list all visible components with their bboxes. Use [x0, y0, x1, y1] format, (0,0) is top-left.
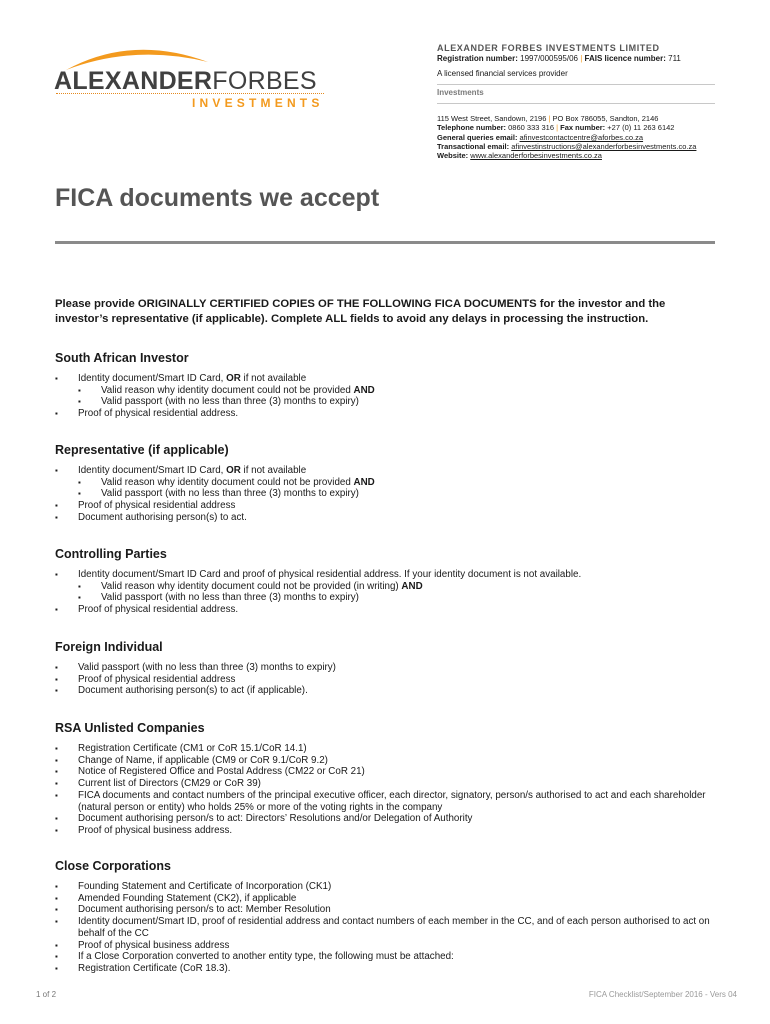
list-item: ▪ If a Close Corporation converted to another entity type, the following must be attached: — [55, 951, 720, 963]
section-representative — [55, 443, 720, 524]
list-item: ▪ Identity document/Smart ID Card and proof of physical residential address. If your identity document is not available. — [55, 569, 720, 581]
logo-wordmark: ALEXANDERFORBES — [54, 67, 317, 95]
list-item: ▪ FICA documents and contact numbers of the principal executive officer, each director, signatory, person/s authorised to act and each shareholder (natural person or entity) who holds 25% or more of the voting rights in the company — [55, 790, 720, 813]
section-heading: Representative (if applicable) — [55, 443, 229, 457]
contact-block — [437, 114, 715, 160]
list-item: ▪ Current list of Directors (CM29 or CoR 39) — [55, 778, 720, 790]
list-item: ▪ Document authorising person/s to act: Member Resolution — [55, 904, 720, 916]
list-item: ▪ Registration Certificate (CM1 or CoR 15.1/CoR 14.1) — [55, 743, 720, 755]
list-item: ▪ Valid reason why identity document could not be provided AND — [55, 385, 720, 397]
list-item: ▪ Valid reason why identity document could not be provided (in writing) AND — [55, 581, 720, 593]
list-item: ▪ Founding Statement and Certificate of Incorporation (CK1) — [55, 881, 720, 893]
list-item: ▪ Document authorising person(s) to act. — [55, 512, 720, 524]
list-item: ▪ Proof of physical residential address — [55, 500, 720, 512]
logo-subtitle: INVESTMENTS — [192, 96, 324, 110]
address-line: 115 West Street, Sandown, 2196 | PO Box 786055, Sandton, 2146 — [437, 114, 659, 123]
website-link[interactable]: www.alexanderforbesinvestments.co.za — [470, 151, 602, 161]
list-item: ▪ Change of Name, if applicable (CM9 or CoR 9.1/CoR 9.2) — [55, 755, 720, 767]
company-name: ALEXANDER FORBES INVESTMENTS LIMITED — [437, 43, 660, 53]
registration-line: Registration number: 1997/000595/06 | FAIS licence number: 711 — [437, 54, 681, 63]
company-divider — [437, 84, 715, 85]
company-logo — [52, 40, 332, 110]
list-item: ▪ Amended Founding Statement (CK2), if applicable — [55, 893, 720, 905]
list-item: ▪ Identity document/Smart ID, proof of residential address and contact numbers of each member in the CC, and of each person authorised to act on behalf of the CC — [55, 916, 720, 939]
transactional-email-link[interactable]: afinvestinstructions@alexanderforbesinvestments.co.za — [511, 141, 697, 151]
section-heading: RSA Unlisted Companies — [55, 721, 205, 735]
division-label: Investments — [437, 88, 484, 97]
title-divider — [55, 241, 715, 244]
list-item: ▪ Document authorising person(s) to act (if applicable). — [55, 685, 720, 697]
list-item: ▪ Proof of physical business address. — [55, 825, 720, 837]
section-heading: Close Corporations — [55, 859, 171, 873]
list-item: ▪ Notice of Registered Office and Postal Address (CM22 or CoR 21) — [55, 766, 720, 778]
list-item: ▪ Proof of physical business address — [55, 940, 720, 952]
page-number: 1 of 2 — [36, 990, 57, 999]
list-item: ▪ Valid reason why identity document could not be provided AND — [55, 477, 720, 489]
logo-divider — [56, 93, 324, 94]
list-item: ▪ Valid passport (with no less than three (3) months to expiry) — [55, 592, 720, 604]
general-email-link[interactable]: afinvestcontactcentre@aforbes.co.za — [519, 132, 644, 142]
list-item: ▪ Identity document/Smart ID Card, OR if not available — [55, 465, 720, 477]
list-item: ▪ Document authorising person/s to act: Directors’ Resolutions and/or Delegation of Authority — [55, 813, 720, 825]
list-item: ▪ Identity document/Smart ID Card, OR if not available — [55, 373, 720, 385]
general-email-line: General queries email: afinvestcontactcentre@aforbes.co.za — [437, 132, 644, 142]
section-heading: Controlling Parties — [55, 547, 167, 561]
section-heading: Foreign Individual — [55, 640, 163, 654]
list-item: ▪ Proof of physical residential address — [55, 674, 720, 686]
section-foreign-individual — [55, 640, 720, 697]
document-version: FICA Checklist/September 2016 - Vers 04 — [588, 990, 737, 999]
section-heading: South African Investor — [55, 351, 189, 365]
phone-line: Telephone number: 0860 333 316 | Fax number: +27 (0) 11 263 6142 — [437, 123, 675, 133]
list-item: ▪ Registration Certificate (CoR 18.3). — [55, 963, 720, 975]
transactional-email-line: Transactional email: afinvestinstructions@alexanderforbesinvestments.co.za — [437, 141, 697, 151]
list-item: ▪ Valid passport (with no less than three (3) months to expiry) — [55, 396, 720, 408]
fsp-line: A licensed financial services provider — [437, 69, 568, 78]
section-close-corporations — [55, 859, 720, 975]
list-item: ▪ Proof of physical residential address. — [55, 604, 720, 616]
list-item: ▪ Valid passport (with no less than three (3) months to expiry) — [55, 662, 720, 674]
company-details — [437, 43, 715, 160]
section-controlling-parties — [55, 547, 720, 616]
website-line: Website: www.alexanderforbesinvestments.co.za — [437, 151, 602, 161]
intro-paragraph: Please provide ORIGINALLY CERTIFIED COPIES OF THE FOLLOWING FICA DOCUMENTS for the investor and the investor’s representative (if applicable). Complete ALL fields to avoid any delays in processing the instruction. — [55, 298, 666, 325]
section-rsa-unlisted — [55, 721, 720, 837]
page-title: FICA documents we accept — [55, 184, 380, 212]
list-item: ▪ Proof of physical residential address. — [55, 408, 720, 420]
section-sa-investor — [55, 351, 720, 420]
list-item: ▪ Valid passport (with no less than three (3) months to expiry) — [55, 488, 720, 500]
company-divider-2 — [437, 103, 715, 104]
